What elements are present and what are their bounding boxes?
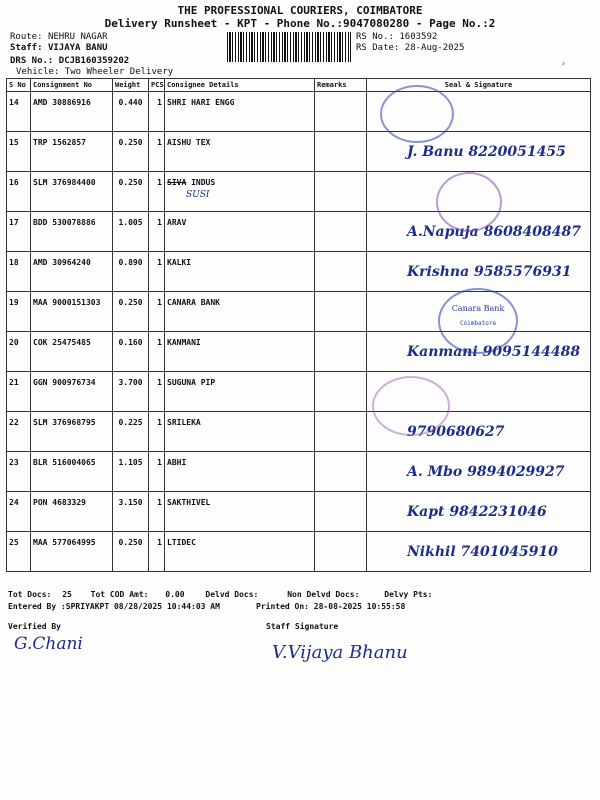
cell-weight: 1.005 (113, 212, 149, 252)
table-row (7, 212, 591, 252)
cell-pcs: 1 (149, 252, 165, 292)
cell-pcs: 1 (149, 492, 165, 532)
cell-consignment: COK 25475485 (31, 332, 113, 372)
cell-consignee: ARAV (165, 212, 315, 252)
cell-signature: J. Banu 8220051455 (367, 132, 591, 172)
cell-consignee: SUGUNA PIP (165, 372, 315, 412)
cell-remarks (315, 172, 367, 212)
cell-sno: 15 (7, 132, 31, 172)
cell-sno: 19 (7, 292, 31, 332)
cell-consignee: SAKTHIVEL (165, 492, 315, 532)
struck-name: SIVA (167, 178, 187, 187)
rs-date-label: RS Date: (356, 43, 400, 53)
cell-consignment: AMD 30886916 (31, 92, 113, 132)
col-consignee: Consignee Details (165, 79, 315, 92)
col-consignment: Consignment No (31, 79, 113, 92)
cell-weight: 0.250 (113, 292, 149, 332)
vehicle-label: Vehicle: (16, 67, 60, 77)
vehicle-line (16, 67, 173, 78)
cell-signature: Kapt 9842231046 (367, 492, 591, 532)
cell-weight: 0.160 (113, 332, 149, 372)
cell-sno: 17 (7, 212, 31, 252)
cell-pcs: 1 (149, 292, 165, 332)
cell-weight: 0.250 (113, 172, 149, 212)
cell-consignment: PON 4683329 (31, 492, 113, 532)
route-value: NEHRU NAGAR (47, 32, 108, 42)
rs-no-value: 1603592 (399, 32, 438, 42)
cell-signature: Nikhil 7401045910 (367, 532, 591, 572)
cell-sno: 20 (7, 332, 31, 372)
table-row (7, 172, 591, 212)
delvd-label: Delvd Docs: (205, 590, 259, 599)
cell-weight: 1.105 (113, 452, 149, 492)
cell-sno: 25 (7, 532, 31, 572)
cell-weight: 0.250 (113, 132, 149, 172)
rs-no-line (356, 32, 437, 43)
cell-signature: Krishna 9585576931 (367, 252, 591, 292)
table-row (7, 372, 591, 412)
cell-pcs: 1 (149, 532, 165, 572)
tot-docs-label: Tot Docs: (8, 590, 52, 599)
rs-date-line (356, 43, 464, 54)
cell-signature: A.Napuja 8608408487 (367, 212, 591, 252)
barcode (227, 32, 351, 62)
cell-signature: 9790680627 (367, 412, 591, 452)
table-row (7, 532, 591, 572)
cell-remarks (315, 412, 367, 452)
staff-signature-label: Staff Signature (266, 622, 339, 631)
cell-consignment: BLR 516004065 (31, 452, 113, 492)
cell-weight: 3.150 (113, 492, 149, 532)
col-weight: Weight (113, 79, 149, 92)
canara-bank-stamp (438, 288, 518, 354)
company-title: THE PROFESSIONAL COURIERS, COIMBATORE (177, 4, 423, 17)
drs-label: DRS No.: (10, 56, 54, 66)
cell-remarks (315, 252, 367, 292)
cell-signature: Kanmani 9095144488 (367, 332, 591, 372)
cell-weight: 0.440 (113, 92, 149, 132)
totals-line (8, 590, 432, 599)
cell-sno: 18 (7, 252, 31, 292)
col-pcs: PCS (149, 79, 165, 92)
cell-sno: 14 (7, 92, 31, 132)
cell-consignment: SLM 376968795 (31, 412, 113, 452)
runsheet-title: Delivery Runsheet - KPT - Phone No.:9047080280 - Page No.:2 (104, 17, 496, 30)
cell-remarks (315, 332, 367, 372)
table-row (7, 92, 591, 132)
cell-consignee: CANARA BANK (165, 292, 315, 332)
cell-remarks (315, 132, 367, 172)
cell-consignment: BDD 530078886 (31, 212, 113, 252)
cell-weight: 0.225 (113, 412, 149, 452)
vehicle-value: Two Wheeler Delivery (64, 67, 174, 77)
cell-consignment: GGN 900976734 (31, 372, 113, 412)
cell-consignment: AMD 30964240 (31, 252, 113, 292)
cell-sno: 16 (7, 172, 31, 212)
col-sno: S No (7, 79, 31, 92)
cell-remarks (315, 532, 367, 572)
cell-consignee: SRILEKA (165, 412, 315, 452)
cell-remarks (315, 452, 367, 492)
cell-pcs: 1 (149, 412, 165, 452)
seal-stamp-row21 (372, 376, 450, 436)
canara-stamp-text: Canara Bank (451, 304, 505, 313)
cell-pcs: 1 (149, 212, 165, 252)
cell-consignee: SHRI HARI ENGG (165, 92, 315, 132)
cell-remarks (315, 372, 367, 412)
cell-pcs: 1 (149, 372, 165, 412)
col-signature: Seal & Signature (367, 79, 591, 92)
rs-no-label: RS No.: (356, 32, 394, 42)
table-row (7, 492, 591, 532)
cell-consignee: ABHI (165, 452, 315, 492)
cell-consignment: MAA 577064995 (31, 532, 113, 572)
non-delvd-label: Non Delvd Docs: (287, 590, 360, 599)
drs-line (10, 56, 129, 67)
cell-consignee: AISHU TEX (165, 132, 315, 172)
seal-stamp-row14 (380, 85, 454, 143)
cell-consignee: LTIDEC (165, 532, 315, 572)
cell-weight: 3.700 (113, 372, 149, 412)
cell-remarks (315, 212, 367, 252)
cell-weight: 0.250 (113, 532, 149, 572)
cell-remarks (315, 292, 367, 332)
staff-line (10, 43, 108, 54)
cell-pcs: 1 (149, 172, 165, 212)
verifier-signature: G.Chani (14, 634, 83, 654)
cell-pcs: 1 (149, 92, 165, 132)
drs-value: DCJB160359202 (58, 56, 130, 66)
table-header-row (7, 79, 591, 92)
seal-stamp-row16 (436, 172, 502, 232)
cell-pcs: 1 (149, 332, 165, 372)
table-row (7, 132, 591, 172)
cell-consignee: KANMANI (165, 332, 315, 372)
cell-signature: A. Mbo 9894029927 (367, 452, 591, 492)
cell-consignment: SLM 376984400 (31, 172, 113, 212)
cell-sno: 24 (7, 492, 31, 532)
col-remarks: Remarks (315, 79, 367, 92)
printed-on: Printed On: 28-08-2025 10:55:58 (256, 602, 406, 611)
tot-cod-value: 0.00 (165, 590, 185, 599)
entered-by: Entered By :SPRIYAKPT 08/28/2025 10:44:03 AM (8, 602, 220, 611)
cell-remarks (315, 92, 367, 132)
cell-sno: 22 (7, 412, 31, 452)
cell-consignee: SIVA INDUS (165, 172, 315, 212)
cell-consignment: MAA 9000151303 (31, 292, 113, 332)
table-row (7, 252, 591, 292)
table-row (7, 412, 591, 452)
handwritten-susi: SUSI (186, 190, 210, 200)
delvy-pts-label: Delvy Pts: (384, 590, 433, 599)
staff-value: VIJAYA BANU (47, 43, 108, 53)
cell-consignee: KALKI (165, 252, 315, 292)
staff-handwritten-signature: V.Vijaya Bhanu (272, 642, 408, 663)
staff-label: Staff: (10, 43, 43, 53)
cell-remarks (315, 492, 367, 532)
canara-stamp-city: Coimbatore (459, 320, 497, 327)
verified-by-label: Verified By (8, 622, 61, 631)
cell-weight: 0.890 (113, 252, 149, 292)
scribble-mark: ⸗ (562, 59, 565, 69)
cell-sno: 21 (7, 372, 31, 412)
cell-pcs: 1 (149, 452, 165, 492)
tot-docs-value: 25 (62, 590, 72, 599)
tot-cod-label: Tot COD Amt: (90, 590, 149, 599)
rs-date-value: 28-Aug-2025 (404, 43, 465, 53)
cell-pcs: 1 (149, 132, 165, 172)
cell-sno: 23 (7, 452, 31, 492)
table-row (7, 452, 591, 492)
route-line (10, 32, 108, 43)
route-label: Route: (10, 32, 43, 42)
cell-consignment: TRP 1562857 (31, 132, 113, 172)
